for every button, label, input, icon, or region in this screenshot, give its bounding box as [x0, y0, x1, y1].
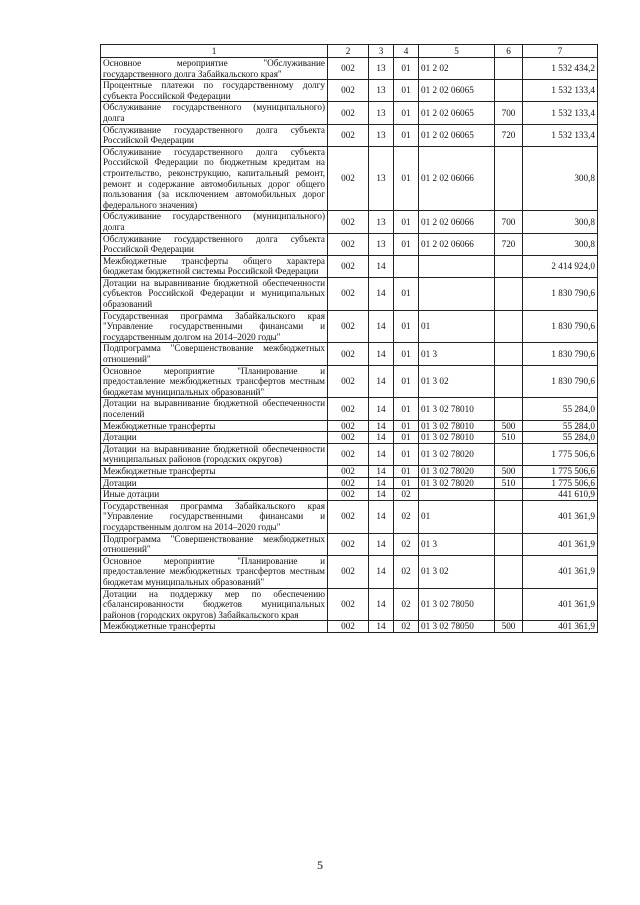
cell-admin-code: 002 — [328, 621, 369, 633]
cell-section: 14 — [369, 555, 394, 588]
table-row — [101, 489, 598, 501]
cell-target-article: 01 3 — [419, 343, 495, 365]
column-header-3: 3 — [369, 45, 394, 58]
cell-subsection: 01 — [394, 465, 419, 477]
cell-target-article: 01 2 02 06066 — [419, 233, 495, 255]
cell-admin-code: 002 — [328, 555, 369, 588]
cell-expense-type: 700 — [495, 102, 523, 124]
cell-amount: 300,8 — [523, 146, 598, 211]
cell-amount: 1 775 506,6 — [523, 443, 598, 465]
cell-target-article: 01 3 02 78020 — [419, 477, 495, 489]
cell-target-article: 01 2 02 — [419, 58, 495, 80]
cell-name: Основное мероприятие "Планирование и предоставление межбюджетных трансфертов местным бюджетам муниципальных образований" — [101, 555, 328, 588]
cell-amount: 2 414 924,0 — [523, 255, 598, 277]
cell-subsection: 01 — [394, 124, 419, 146]
cell-name: Процентные платежи по государственному долгу субъекта Российской Федерации — [101, 80, 328, 102]
cell-name: Межбюджетные трансферты — [101, 465, 328, 477]
cell-name: Основное мероприятие "Обслуживание государственного долга Забайкальского края" — [101, 58, 328, 80]
cell-expense-type: 500 — [495, 621, 523, 633]
column-header-4: 4 — [394, 45, 419, 58]
cell-subsection: 02 — [394, 621, 419, 633]
cell-expense-type — [495, 489, 523, 501]
table-row — [101, 102, 598, 124]
cell-expense-type — [495, 277, 523, 310]
table-row — [101, 211, 598, 233]
cell-name: Дотации на поддержку мер по обеспечению сбалансированности бюджетов муниципальных районов (городских округов) Забайкальского края — [101, 588, 328, 621]
cell-amount: 1 830 790,6 — [523, 277, 598, 310]
cell-subsection: 02 — [394, 588, 419, 621]
table-row — [101, 533, 598, 555]
cell-subsection: 01 — [394, 365, 419, 398]
cell-target-article: 01 2 02 06065 — [419, 80, 495, 102]
cell-expense-type: 720 — [495, 124, 523, 146]
cell-subsection: 01 — [394, 146, 419, 211]
cell-section: 14 — [369, 365, 394, 398]
cell-subsection: 01 — [394, 443, 419, 465]
table-row — [101, 420, 598, 432]
cell-expense-type: 500 — [495, 465, 523, 477]
column-header-1: 1 — [101, 45, 328, 58]
cell-subsection: 01 — [394, 80, 419, 102]
header-row — [101, 45, 598, 58]
cell-section: 14 — [369, 432, 394, 444]
cell-admin-code: 002 — [328, 233, 369, 255]
table-row — [101, 465, 598, 477]
cell-section: 14 — [369, 533, 394, 555]
cell-target-article: 01 3 — [419, 533, 495, 555]
cell-admin-code: 002 — [328, 443, 369, 465]
cell-expense-type: 720 — [495, 233, 523, 255]
cell-name: Дотации — [101, 477, 328, 489]
cell-admin-code: 002 — [328, 80, 369, 102]
cell-subsection: 01 — [394, 102, 419, 124]
cell-amount: 1 532 133,4 — [523, 102, 598, 124]
cell-admin-code: 002 — [328, 465, 369, 477]
cell-subsection: 01 — [394, 432, 419, 444]
cell-section: 13 — [369, 146, 394, 211]
cell-name: Межбюджетные трансферты — [101, 420, 328, 432]
cell-amount: 401 361,9 — [523, 555, 598, 588]
cell-section: 14 — [369, 420, 394, 432]
cell-admin-code: 002 — [328, 365, 369, 398]
cell-amount: 1 775 506,6 — [523, 465, 598, 477]
table-header — [101, 45, 598, 58]
cell-expense-type: 510 — [495, 432, 523, 444]
cell-target-article: 01 3 02 78010 — [419, 398, 495, 420]
cell-amount: 1 532 434,2 — [523, 58, 598, 80]
cell-section: 14 — [369, 398, 394, 420]
cell-amount: 1 830 790,6 — [523, 365, 598, 398]
cell-amount: 1 830 790,6 — [523, 343, 598, 365]
cell-amount: 1 775 506,6 — [523, 477, 598, 489]
cell-target-article: 01 — [419, 500, 495, 533]
cell-expense-type: 500 — [495, 420, 523, 432]
cell-name: Обслуживание государственного (муниципального) долга — [101, 102, 328, 124]
cell-admin-code: 002 — [328, 420, 369, 432]
column-header-7: 7 — [523, 45, 598, 58]
cell-amount: 401 361,9 — [523, 533, 598, 555]
cell-section: 14 — [369, 588, 394, 621]
cell-section: 14 — [369, 465, 394, 477]
cell-amount: 300,8 — [523, 211, 598, 233]
cell-target-article — [419, 255, 495, 277]
table-row — [101, 58, 598, 80]
cell-expense-type — [495, 588, 523, 621]
cell-subsection: 01 — [394, 398, 419, 420]
cell-amount: 1 830 790,6 — [523, 310, 598, 343]
table-row — [101, 343, 598, 365]
cell-target-article: 01 2 02 06066 — [419, 146, 495, 211]
table-row — [101, 146, 598, 211]
budget-table — [100, 44, 598, 633]
table-row — [101, 477, 598, 489]
cell-admin-code: 002 — [328, 533, 369, 555]
cell-subsection: 01 — [394, 343, 419, 365]
column-header-2: 2 — [328, 45, 369, 58]
cell-expense-type — [495, 146, 523, 211]
cell-section: 14 — [369, 489, 394, 501]
cell-target-article: 01 3 02 78010 — [419, 432, 495, 444]
cell-name: Обслуживание государственного долга субъекта Российской Федерации — [101, 233, 328, 255]
cell-amount: 55 284,0 — [523, 432, 598, 444]
cell-admin-code: 002 — [328, 146, 369, 211]
cell-subsection: 01 — [394, 58, 419, 80]
cell-amount: 55 284,0 — [523, 420, 598, 432]
cell-section: 13 — [369, 124, 394, 146]
cell-section: 14 — [369, 500, 394, 533]
cell-expense-type — [495, 310, 523, 343]
table-row — [101, 277, 598, 310]
cell-section: 14 — [369, 310, 394, 343]
cell-subsection: 01 — [394, 310, 419, 343]
cell-section: 14 — [369, 477, 394, 489]
cell-subsection: 01 — [394, 211, 419, 233]
cell-subsection: 01 — [394, 420, 419, 432]
cell-expense-type — [495, 343, 523, 365]
cell-expense-type — [495, 443, 523, 465]
cell-target-article: 01 3 02 78050 — [419, 588, 495, 621]
cell-target-article: 01 — [419, 310, 495, 343]
cell-target-article: 01 2 02 06065 — [419, 124, 495, 146]
cell-admin-code: 002 — [328, 124, 369, 146]
cell-amount: 1 532 133,4 — [523, 124, 598, 146]
table-row — [101, 255, 598, 277]
cell-admin-code: 002 — [328, 211, 369, 233]
cell-target-article: 01 2 02 06066 — [419, 211, 495, 233]
cell-amount: 401 361,9 — [523, 621, 598, 633]
cell-expense-type — [495, 365, 523, 398]
cell-subsection: 01 — [394, 233, 419, 255]
cell-name: Дотации на выравнивание бюджетной обеспеченности субъектов Российской Федерации и муниципальных образований — [101, 277, 328, 310]
cell-name: Дотации на выравнивание бюджетной обеспеченности поселений — [101, 398, 328, 420]
table-row — [101, 500, 598, 533]
cell-subsection: 01 — [394, 477, 419, 489]
cell-admin-code: 002 — [328, 102, 369, 124]
cell-admin-code: 002 — [328, 432, 369, 444]
table-row — [101, 80, 598, 102]
cell-amount: 401 361,9 — [523, 500, 598, 533]
table-row — [101, 365, 598, 398]
cell-subsection: 02 — [394, 500, 419, 533]
table-row — [101, 398, 598, 420]
cell-amount: 300,8 — [523, 233, 598, 255]
cell-expense-type — [495, 398, 523, 420]
cell-expense-type — [495, 80, 523, 102]
cell-name: Дотации — [101, 432, 328, 444]
cell-name: Обслуживание государственного долга субъекта Российской Федерации — [101, 124, 328, 146]
cell-section: 13 — [369, 58, 394, 80]
cell-name: Межбюджетные трансферты общего характера бюджетам бюджетной системы Российской Федерации — [101, 255, 328, 277]
cell-name: Государственная программа Забайкальского края "Управление государственными финансами и государственным долгом на 2014–2020 годы" — [101, 500, 328, 533]
table-row — [101, 233, 598, 255]
cell-target-article — [419, 489, 495, 501]
cell-section: 14 — [369, 343, 394, 365]
cell-expense-type: 510 — [495, 477, 523, 489]
cell-admin-code: 002 — [328, 500, 369, 533]
cell-name: Межбюджетные трансферты — [101, 621, 328, 633]
cell-expense-type — [495, 58, 523, 80]
cell-target-article: 01 3 02 — [419, 555, 495, 588]
cell-admin-code: 002 — [328, 477, 369, 489]
cell-expense-type — [495, 555, 523, 588]
cell-section: 14 — [369, 621, 394, 633]
cell-name: Обслуживание государственного (муниципального) долга — [101, 211, 328, 233]
cell-amount: 441 610,9 — [523, 489, 598, 501]
cell-section: 13 — [369, 233, 394, 255]
cell-amount: 1 532 133,4 — [523, 80, 598, 102]
cell-target-article: 01 3 02 78010 — [419, 420, 495, 432]
cell-subsection: 01 — [394, 277, 419, 310]
cell-section: 14 — [369, 277, 394, 310]
cell-name: Обслуживание государственного долга субъекта Российской Федерации по бюджетным кредитам на строительство, реконструкцию, капитальный ремонт, ремонт и содержание автомобильных дорог общего пользования (за исключением автомобильных дорог федерального значения) — [101, 146, 328, 211]
cell-expense-type — [495, 255, 523, 277]
table-row — [101, 124, 598, 146]
cell-name: Дотации на выравнивание бюджетной обеспеченности муниципальных районов (городских округов) — [101, 443, 328, 465]
cell-subsection: 02 — [394, 555, 419, 588]
cell-expense-type: 700 — [495, 211, 523, 233]
cell-name: Иные дотации — [101, 489, 328, 501]
table-row — [101, 432, 598, 444]
cell-target-article: 01 3 02 78020 — [419, 465, 495, 477]
cell-amount: 401 361,9 — [523, 588, 598, 621]
cell-admin-code: 002 — [328, 255, 369, 277]
cell-admin-code: 002 — [328, 398, 369, 420]
cell-name: Государственная программа Забайкальского края "Управление государственными финансами и государственным долгом на 2014–2020 годы" — [101, 310, 328, 343]
cell-subsection — [394, 255, 419, 277]
column-header-5: 5 — [419, 45, 495, 58]
table-body — [101, 58, 598, 633]
cell-name: Основное мероприятие "Планирование и предоставление межбюджетных трансфертов местным бюджетам муниципальных образований" — [101, 365, 328, 398]
cell-name: Подпрограмма "Совершенствование межбюджетных отношений" — [101, 343, 328, 365]
cell-section: 13 — [369, 211, 394, 233]
cell-admin-code: 002 — [328, 58, 369, 80]
cell-section: 13 — [369, 102, 394, 124]
cell-section: 14 — [369, 443, 394, 465]
cell-expense-type — [495, 533, 523, 555]
column-header-6: 6 — [495, 45, 523, 58]
cell-admin-code: 002 — [328, 310, 369, 343]
cell-subsection: 02 — [394, 533, 419, 555]
cell-admin-code: 002 — [328, 588, 369, 621]
cell-admin-code: 002 — [328, 489, 369, 501]
cell-target-article: 01 3 02 78020 — [419, 443, 495, 465]
cell-section: 13 — [369, 80, 394, 102]
cell-section: 14 — [369, 255, 394, 277]
table-row — [101, 588, 598, 621]
cell-expense-type — [495, 500, 523, 533]
table-row — [101, 555, 598, 588]
cell-target-article: 01 3 02 — [419, 365, 495, 398]
cell-admin-code: 002 — [328, 343, 369, 365]
cell-subsection: 02 — [394, 489, 419, 501]
cell-amount: 55 284,0 — [523, 398, 598, 420]
table-row — [101, 443, 598, 465]
cell-target-article: 01 3 02 78050 — [419, 621, 495, 633]
cell-target-article: 01 2 02 06065 — [419, 102, 495, 124]
table-row — [101, 621, 598, 633]
cell-target-article — [419, 277, 495, 310]
table-row — [101, 310, 598, 343]
cell-name: Подпрограмма "Совершенствование межбюджетных отношений" — [101, 533, 328, 555]
cell-admin-code: 002 — [328, 277, 369, 310]
page-number: 5 — [317, 858, 323, 872]
